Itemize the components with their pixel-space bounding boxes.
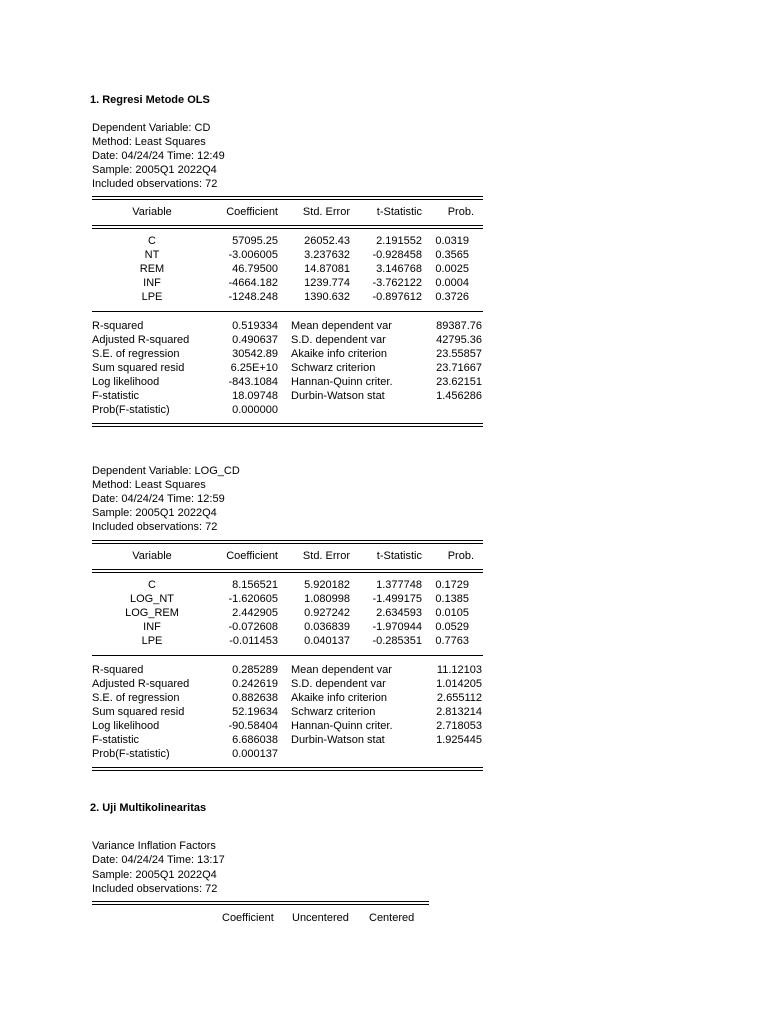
stat-label: Durbin-Watson stat [291,390,385,402]
stat-label: S.E. of regression [92,692,180,704]
cell-t-statistic: -3.762122 [372,277,422,289]
cell-coefficient: 8.156521 [232,579,278,591]
double-rule-top [92,199,483,200]
stat-value: 11.12103 [436,664,482,676]
stat-label: Hannan-Quinn criter. [291,376,393,388]
stat-label: Mean dependent var [291,320,392,332]
cell-variable: LOG_NT [129,593,175,605]
cell-std-error: 0.040137 [304,635,350,647]
stat-value: 0.000000 [232,404,278,416]
double-rule-top [92,196,483,197]
stat-label: F-statistic [92,390,140,402]
stat-label: Mean dependent var [291,664,392,676]
stat-value: 89387.76 [436,320,482,332]
stat-label: Hannan-Quinn criter. [291,720,393,732]
stat-value: 23.71667 [436,362,482,374]
cell-t-statistic: 1.377748 [376,579,422,591]
stat-label: F-statistic [92,734,140,746]
stat-label: Log likelihood [92,720,160,732]
stat-value: 0.519334 [232,320,278,332]
stat-value: 1.014205 [436,678,482,690]
cell-prob: 0.0105 [435,607,469,619]
stat-value: 42795.36 [436,334,482,346]
header-coefficient: Coefficient [226,206,278,218]
double-rule-bottom [92,426,483,427]
double-rule-header [92,225,483,226]
stat-value: 2.718053 [436,720,482,732]
stat-label: Prob(F-statistic) [92,748,170,760]
cell-prob: 0.0529 [435,621,469,633]
model-2-table [92,540,483,775]
stat-value: 2.813214 [436,706,482,718]
cell-coefficient: 46.79500 [232,263,278,275]
stat-label: R-squared [92,664,144,676]
cell-coefficient: -1248.248 [228,291,278,303]
meta-line: Method: Least Squares [92,136,206,148]
meta-line: Date: 04/24/24 Time: 12:59 [92,493,225,505]
cell-variable: C [148,579,156,591]
stat-value: 2.655112 [436,692,482,704]
cell-prob: 0.0319 [435,235,469,247]
stat-label: Log likelihood [92,376,160,388]
header-uncentered: Uncentered [292,912,349,924]
cell-t-statistic: -1.499175 [372,593,422,605]
cell-prob: 0.3726 [435,291,469,303]
cell-prob: 0.0025 [435,263,469,275]
stat-label: Akaike info criterion [291,692,387,704]
stat-label: Sum squared resid [92,362,185,374]
double-rule-bottom [92,423,483,424]
cell-variable: LOG_REM [125,607,179,619]
section-2-heading: 2. Uji Multikolinearitas [90,802,207,814]
stat-label: Adjusted R-squared [92,334,190,346]
stat-label: S.D. dependent var [291,334,386,346]
cell-coefficient: -1.620605 [228,593,278,605]
header-std-error: Std. Error [302,206,350,218]
stat-label: R-squared [92,320,144,332]
stat-label: Akaike info criterion [291,348,387,360]
cell-t-statistic: 2.634593 [376,607,422,619]
cell-variable: C [148,235,156,247]
cell-variable: NT [144,249,160,261]
cell-prob: 0.3565 [435,249,469,261]
stat-value: -843.1084 [228,376,278,388]
cell-coefficient: 57095.25 [232,235,278,247]
stat-value: 0.490637 [232,334,278,346]
stat-value: 52.19634 [232,706,278,718]
cell-t-statistic: 2.191552 [376,235,422,247]
stat-value: 6.25E+10 [230,362,278,374]
header-t-statistic: t-Statistic [376,206,422,218]
cell-variable: INF [143,277,161,289]
header-prob: Prob. [447,206,474,218]
stat-label: S.D. dependent var [291,678,386,690]
cell-prob: 0.0004 [435,277,469,289]
cell-std-error: 5.920182 [304,579,350,591]
cell-variable: LPE [141,291,163,303]
stat-label: Adjusted R-squared [92,678,190,690]
meta-line: Sample: 2005Q1 2022Q4 [92,507,217,519]
double-rule-top [92,901,429,902]
cell-variable: INF [143,621,161,633]
double-rule-bottom [92,770,483,771]
cell-t-statistic: -0.285351 [372,635,422,647]
cell-std-error: 3.237632 [304,249,350,261]
cell-t-statistic: -0.897612 [372,291,422,303]
cell-variable: LPE [141,635,163,647]
cell-coefficient: -0.072608 [228,621,278,633]
cell-std-error: 0.927242 [304,607,350,619]
stat-label: S.E. of regression [92,348,180,360]
header-t-statistic: t-Statistic [376,550,422,562]
cell-std-error: 0.036839 [304,621,350,633]
stat-label: Schwarz criterion [291,706,376,718]
header-prob: Prob. [447,550,474,562]
double-rule-top [92,543,483,544]
vif-table [92,901,429,941]
meta-line: Date: 04/24/24 Time: 12:49 [92,150,225,162]
stat-value: 1.925445 [436,734,482,746]
meta-line: Sample: 2005Q1 2022Q4 [92,869,217,881]
meta-line: Included observations: 72 [92,883,218,895]
meta-line: Sample: 2005Q1 2022Q4 [92,164,217,176]
single-rule [92,311,483,312]
cell-prob: 0.7763 [435,635,469,647]
cell-std-error: 26052.43 [304,235,350,247]
single-rule [92,655,483,656]
cell-std-error: 14.87081 [304,263,350,275]
stat-value: 1.456286 [436,390,482,402]
header-variable: Variable [132,206,172,218]
header-centered: Centered [369,912,415,924]
double-rule-top [92,540,483,541]
header-coefficient: Coefficient [222,912,274,924]
meta-line: Dependent Variable: CD [92,122,211,134]
stat-value: 30542.89 [232,348,278,360]
section-1-heading: 1. Regresi Metode OLS [90,94,210,106]
double-rule-header [92,569,483,570]
double-rule-header [92,572,483,573]
meta-line: Date: 04/24/24 Time: 13:17 [92,854,225,866]
stat-label: Schwarz criterion [291,362,376,374]
stat-label: Prob(F-statistic) [92,404,170,416]
cell-prob: 0.1385 [435,593,469,605]
cell-coefficient: 2.442905 [232,607,278,619]
meta-line: Dependent Variable: LOG_CD [92,465,240,477]
cell-prob: 0.1729 [435,579,469,591]
model-1-table [92,196,483,431]
cell-coefficient: -4664.182 [228,277,278,289]
stat-value: 6.686038 [232,734,278,746]
stat-value: 0.882638 [232,692,278,704]
meta-line: Included observations: 72 [92,521,218,533]
stat-value: 23.62151 [436,376,482,388]
stat-value: -90.58404 [228,720,278,732]
header-variable: Variable [132,550,172,562]
cell-std-error: 1.080998 [304,593,350,605]
double-rule-header [92,228,483,229]
cell-coefficient: -0.011453 [229,635,278,647]
cell-coefficient: -3.006005 [228,249,278,261]
stat-value: 23.55857 [436,348,482,360]
meta-line: Variance Inflation Factors [92,840,216,852]
stat-label: Durbin-Watson stat [291,734,385,746]
header-coefficient: Coefficient [226,550,278,562]
cell-variable: REM [139,263,165,275]
stat-value: 0.285289 [232,664,278,676]
meta-line: Included observations: 72 [92,178,218,190]
double-rule-top [92,904,429,905]
meta-line: Method: Least Squares [92,479,206,491]
cell-t-statistic: -0.928458 [372,249,422,261]
double-rule-bottom [92,767,483,768]
cell-std-error: 1239.774 [304,277,350,289]
stat-value: 0.000137 [232,748,278,760]
cell-t-statistic: 3.146768 [376,263,422,275]
header-std-error: Std. Error [302,550,350,562]
cell-t-statistic: -1.970944 [372,621,422,633]
cell-std-error: 1390.632 [304,291,350,303]
stat-label: Sum squared resid [92,706,185,718]
stat-value: 0.242619 [232,678,278,690]
stat-value: 18.09748 [232,390,278,402]
